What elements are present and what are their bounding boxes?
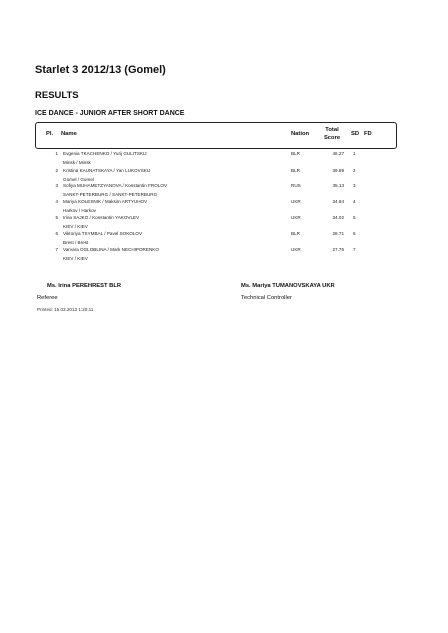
rank-cell: 1 [55, 151, 58, 156]
column-header-fd: FD [364, 131, 372, 137]
club-name: Minsk / Minsk [63, 160, 91, 165]
nation-cell: UKR [291, 215, 301, 220]
sd-rank-cell: 2 [353, 168, 356, 173]
nation-cell: BLR [291, 151, 300, 156]
referee-name: Ms. Irina PEREHREST BLR [47, 283, 122, 289]
column-header-name: Name [61, 131, 77, 137]
nation-cell: BLR [291, 168, 300, 173]
technical-controller-name: Ms. Mariya TUMANOVSKAYA UKR [241, 283, 335, 289]
sd-rank-cell: 1 [353, 151, 356, 156]
couple-name: Evgenia TKACHENKO / Yurij GULITSKIJ [63, 151, 147, 156]
club-name: KIEV / KIEV [63, 256, 88, 261]
sd-rank-cell: 5 [353, 215, 356, 220]
column-header-nation: Nation [291, 131, 310, 137]
club-name: Brest / Brest [63, 240, 89, 245]
column-header-total-score: Total Score [323, 127, 341, 141]
couple-name: Sofiya MUHAMETZYANOVA / Konstantin FROLOV [63, 183, 167, 188]
referee-role: Referee [37, 295, 58, 301]
total-score-cell: 27.76 [332, 247, 344, 252]
sd-rank-cell: 7 [353, 247, 356, 252]
sd-rank-cell: 6 [353, 231, 356, 236]
rank-cell: 3 [55, 183, 58, 188]
sd-rank-cell: 4 [353, 199, 356, 204]
club-name: KIEV / KIEV [63, 224, 88, 229]
printed-timestamp: Printed: 15.03.2013 1:20:11 [37, 307, 94, 312]
results-table-header [35, 122, 397, 149]
rank-cell: 6 [55, 231, 58, 236]
sd-rank-cell: 3 [353, 183, 356, 188]
couple-name: Irina SAJKO / Konstantin YAKOVLEV [63, 215, 140, 220]
total-score-cell: 39.89 [332, 168, 344, 173]
table-row [0, 247, 448, 267]
couple-name: Mariya KOLESNIK / Maksim ARTYUHOV [63, 199, 148, 204]
couple-name: Kristina KAUNATSKAYA / Yan LUKOVSKIJ [63, 168, 151, 173]
nation-cell: BLR [291, 231, 300, 236]
club-name: Gomel / Gomel [63, 177, 94, 182]
segment-title: ICE DANCE - JUNIOR AFTER SHORT DANCE [35, 110, 185, 117]
couple-name: Viktoriya TSYMBAL / Pavel SOKOLOV [63, 231, 143, 236]
technical-controller-role: Technical Controller [241, 295, 292, 301]
club-name: Harkov / Harkov [63, 208, 96, 213]
total-score-cell: 34.84 [332, 199, 344, 204]
nation-cell: UKR [291, 199, 301, 204]
column-header-place: Pl. [46, 131, 54, 137]
total-score-cell: 46.27 [332, 151, 344, 156]
club-name: SANKT-PETERBURG / SANKT-PETERBURG [63, 192, 158, 197]
results-heading: RESULTS [35, 90, 79, 101]
rank-cell: 5 [55, 215, 58, 220]
rank-cell: 7 [55, 247, 58, 252]
event-title: Starlet 3 2012/13 (Gomel) [35, 64, 166, 76]
total-score-cell: 28.71 [332, 231, 344, 236]
total-score-cell: 35.13 [332, 183, 344, 188]
rank-cell: 2 [55, 168, 58, 173]
column-header-sd: SD [351, 131, 360, 137]
total-score-cell: 34.02 [332, 215, 344, 220]
rank-cell: 4 [55, 199, 58, 204]
nation-cell: RUS [291, 183, 301, 188]
nation-cell: UKR [291, 247, 301, 252]
couple-name: Varvara OGLOBLINA / Mark NECHIPORENKO [63, 247, 159, 252]
